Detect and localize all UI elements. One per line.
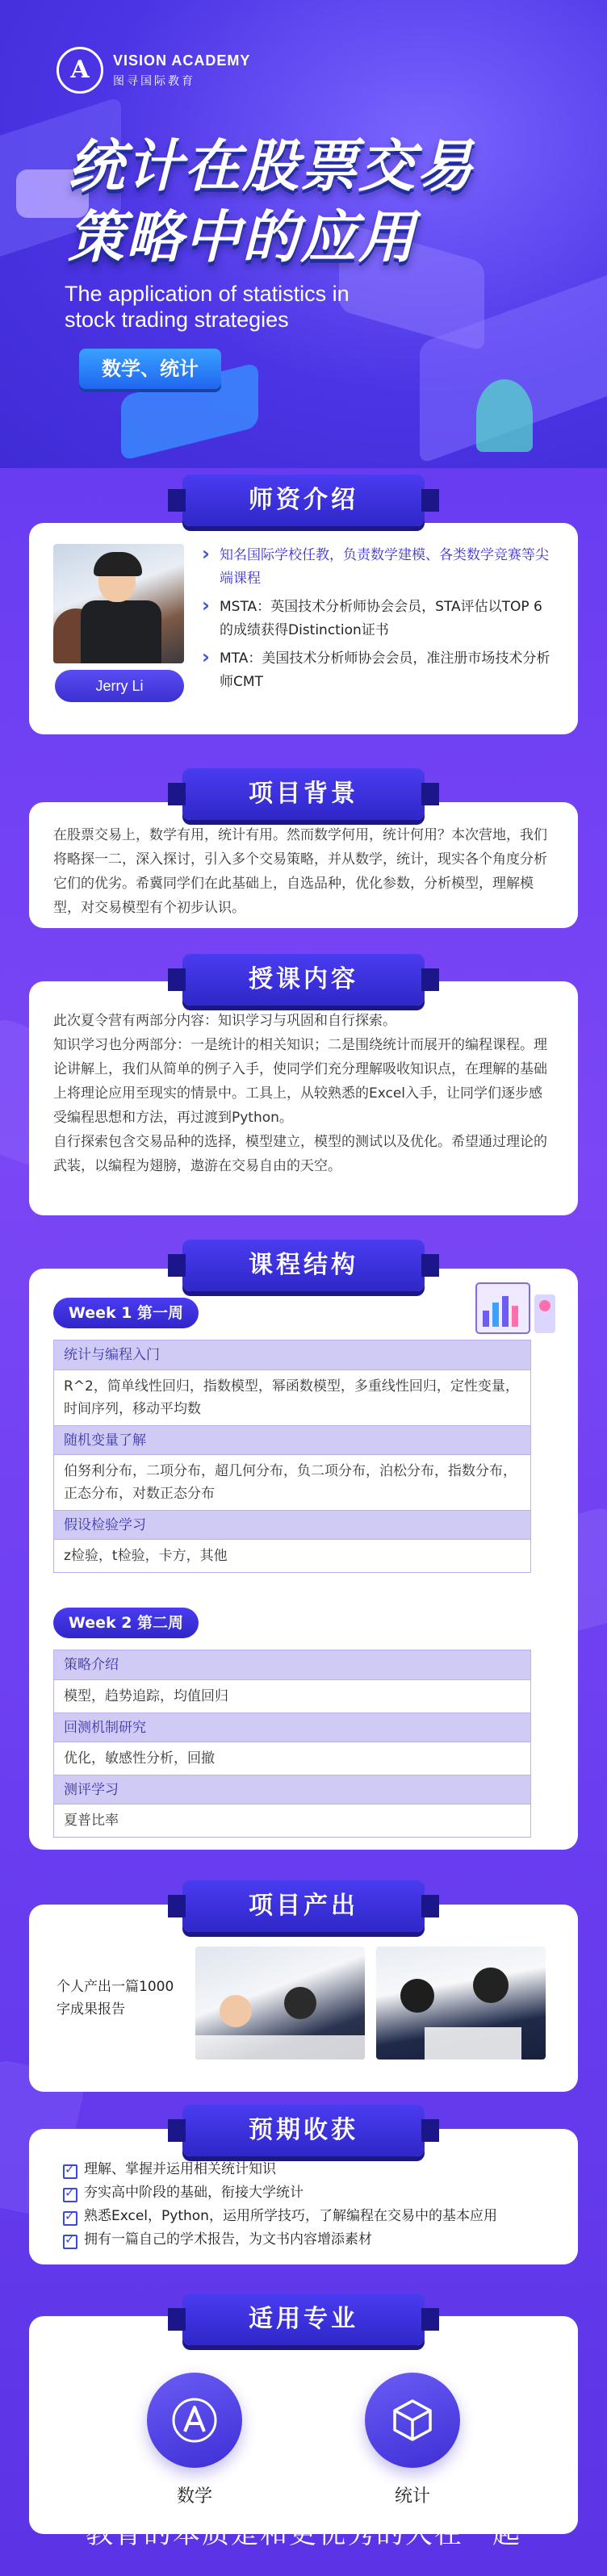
content-paragraph: 此次夏令营有两部分内容：知识学习与巩固和自行探索。 [53,1013,396,1029]
section-heading-background: 项目背景 [182,768,425,820]
gain-item: 夯实高中阶段的基础，衔接大学统计 ✓ [61,2181,497,2205]
background-card [29,802,578,928]
photo-helmet [94,552,142,576]
section-heading-majors: 适用专业 [182,2294,425,2345]
credential-item: › 知名国际学校任教，负责数学建模、各类数学竞赛等尖端课程 [199,544,554,591]
content-paragraph: 自行探索包含交易品种的选择，模型建立，模型的测试以及优化。希望通过理论的武装，以编程为翅膀，遨游在交易自由的天空。 [53,1134,547,1174]
table-row: 模型，趋势追踪，均值回归 [54,1679,530,1712]
academy-logo-icon [57,47,103,94]
brand-name-en: VISION ACADEMY [113,52,251,69]
major-math-badge [147,2373,242,2468]
photo-figure [473,1968,509,2003]
photo-figure [220,1995,252,2027]
chart-illustration-icon [471,1278,560,1343]
gain-item: 拥有一篇自己的学术报告，为文书内容增添素材 ✓ [61,2228,497,2252]
credential-item: › MTA：美国技术分析师协会会员，准注册市场技术分析师CMT [199,647,554,694]
structure-card [29,1269,578,1850]
table-row-header: 统计与编程入门 [54,1340,530,1370]
output-card [29,1905,578,2092]
hero-title-line2: 策略中的应用 [68,204,417,270]
teacher-name: Jerry Li [55,670,184,702]
gain-item: 理解、掌握并运用相关统计知识 ✓ [61,2158,497,2181]
table-row: 伯努利分布，二项分布，超几何分布，负二项分布，泊松分布，指数分布，正态分布，对数正态分布 [54,1454,530,1510]
output-text: 个人产出一篇1000字成果报告 [57,1979,174,2018]
hero-banner [0,0,607,468]
week1-table [53,1340,531,1573]
majors-card [29,2316,578,2534]
major-label: 统计 [394,2486,430,2507]
gains-list [61,2158,497,2252]
table-row-header: 假设检验学习 [54,1510,530,1539]
week2-label: Week 2 第二周 [53,1608,199,1638]
table-row-header: 回测机制研究 [54,1712,530,1742]
teacher-credentials [199,544,554,699]
major-label: 数学 [176,2486,212,2507]
photo-desk [425,2027,521,2060]
table-row: 夏普比率 [54,1804,530,1837]
section-heading-teacher: 师资介绍 [182,475,425,526]
week2-table [53,1650,531,1838]
background-text: 在股票交易上，数学有用，统计有用。然而数学何用，统计何用？本次营地，我们将略探一二，深入探讨，引入多个交易策略，并从数学，统计，现实各个角度分析它们的优劣。希冀同学们在此基础上，自选品种，优化参数，分析模型，理解模型，对交易模型有个初步认识。 [53,827,547,916]
credential-item: › MSTA：英国技术分析师协会会员，STA评估以TOP 6的成绩获得Distinction证书 [199,596,554,642]
brand-name-cn: 图寻国际教育 [113,74,195,88]
output-photo-classroom [195,1947,365,2060]
table-row-header: 随机变量了解 [54,1425,530,1454]
teacher-card [29,523,578,734]
photo-figure [400,1979,434,2013]
section-heading-content: 授课内容 [182,954,425,1006]
hero-subtitle: The application of statistics in stock trading strategies [65,282,350,332]
teacher-photo [53,544,184,663]
output-photo-students [376,1947,546,2060]
section-heading-gains: 预期收获 [182,2105,425,2156]
photo-body [81,600,161,663]
academy-logo-icon [170,2396,219,2444]
table-row: 优化，敏感性分析，回撤 [54,1742,530,1775]
subject-tag: 数学、统计 [79,349,221,389]
table-row: R^2，简单线性回归，指数模型，幂函数模型，多重线性回归，定性变量，时间序列，移动平均数 [54,1370,530,1425]
content-card [29,981,578,1215]
hero-title-line1: 统计在股票交易 [68,133,475,199]
content-paragraph: 知识学习也分两部分：一是统计的相关知识；二是围绕统计而展开的编程课程。理论讲解上，我们从简单的例子入手，使同学们充分理解吸收知识点，在理解的基础上将理论应用至现实的情景中。工具上，从较熟悉的Excel入手，让同学们逐步感受编程思想和方法，再过渡到Python。 [53,1037,547,1126]
section-heading-structure: 课程结构 [182,1240,425,1291]
table-row: z检验，t检验，卡方，其他 [54,1539,530,1572]
footer-slogan: 教育的本质是和更优秀的人在一起 [86,2518,521,2550]
cube-icon [388,2396,437,2444]
brand-logo [57,47,250,94]
table-row-header: 测评学习 [54,1775,530,1804]
week1-label: Week 1 第一周 [53,1298,199,1328]
photo-figure [284,1987,316,2019]
table-row-header: 策略介绍 [54,1650,530,1679]
major-stats-badge [365,2373,460,2468]
section-heading-output: 项目产出 [182,1880,425,1932]
illustration-plant [476,379,533,452]
photo-desk [195,2035,365,2060]
gain-item: 熟悉Excel，Python，运用所学技巧，了解编程在交易中的基本应用 ✓ [61,2205,497,2228]
